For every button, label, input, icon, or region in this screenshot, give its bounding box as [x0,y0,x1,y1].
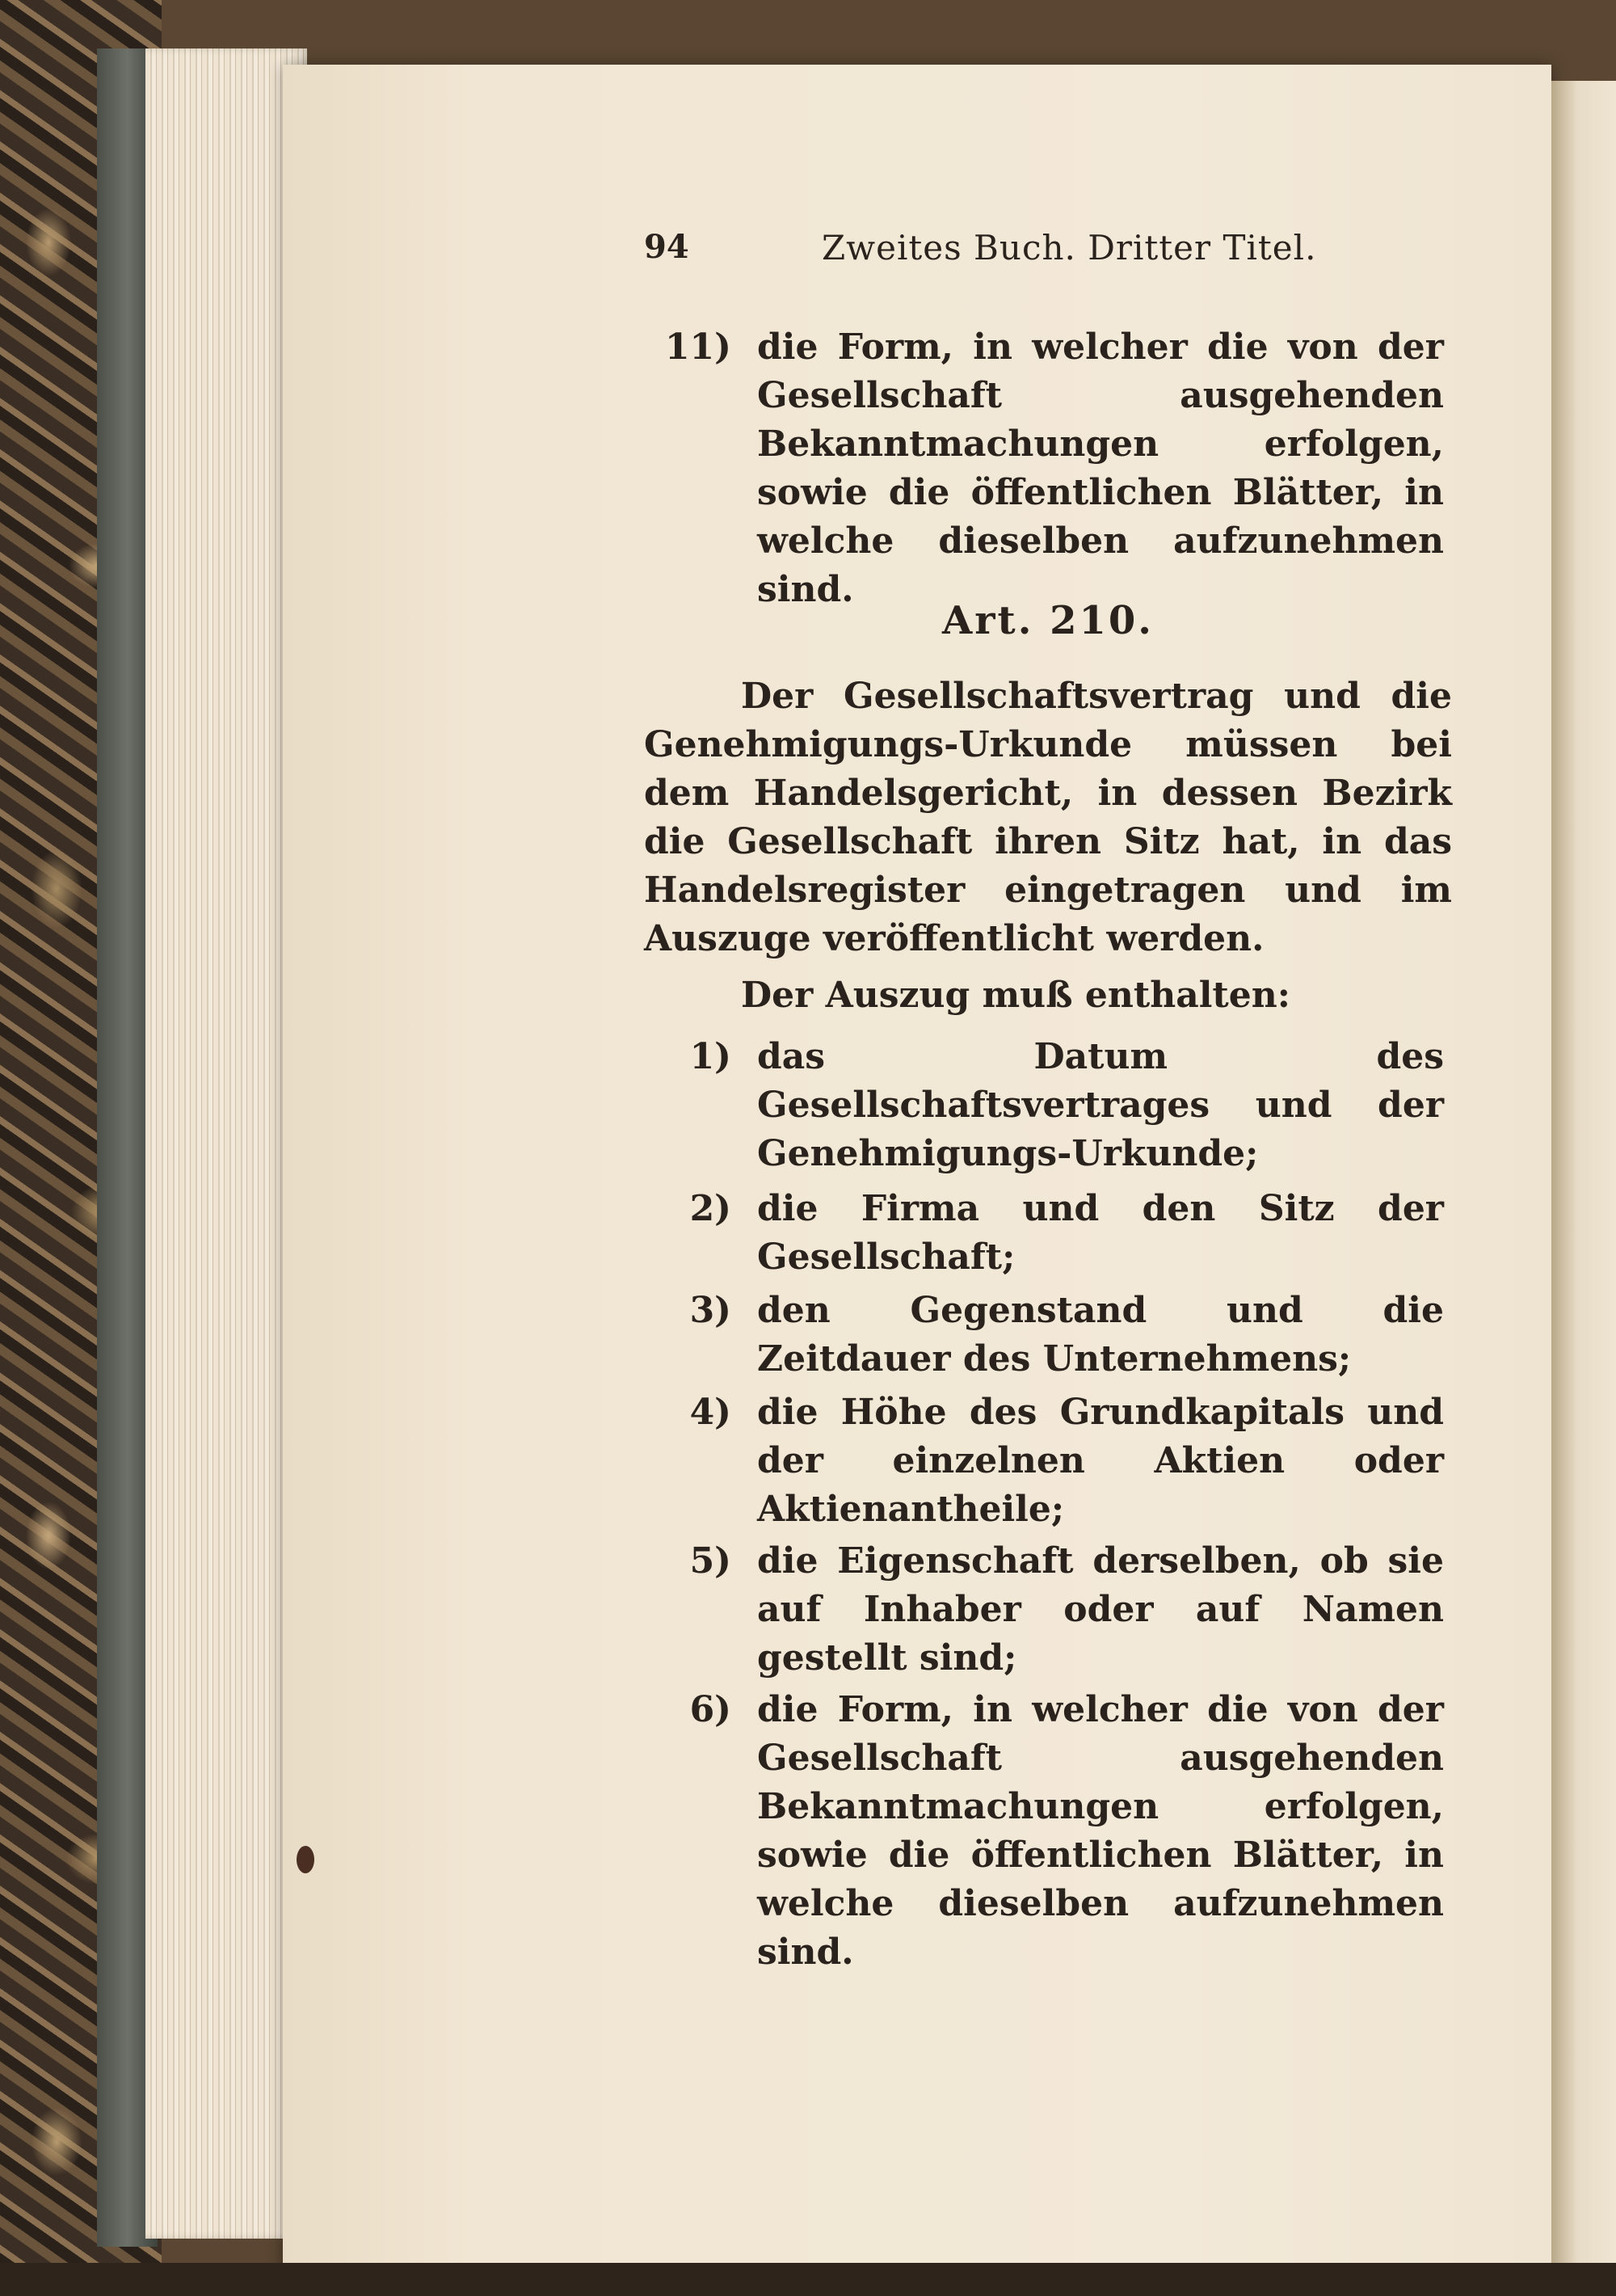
item-text: die Firma und den Sitz der Gesellschaft; [757,1188,1444,1278]
item-text: das Datum des Gesellschaftsvertrages und der Genehmigungs-Urkunde; [757,1036,1444,1174]
article-paragraph: Der Gesellschaftsvertrag und die Genehmigungs-Urkunde müssen bei dem Handelsgericht, in dessen Bezirk die Gesellschaft ihren Sitz hat, in das Handelsregister eingetragen und im Auszuge veröffentlicht werden. [644,676,1452,959]
item-text: die Eigenschaft derselben, ob sie auf Inhaber oder auf Namen gestellt sind; [757,1540,1444,1679]
item-number: 11) [664,326,731,368]
page-number: 94 [644,228,689,266]
item-text: den Gegenstand und die Zeitdauer des Unternehmens; [757,1290,1444,1380]
item-number: 5) [689,1540,731,1582]
extract-intro: Der Auszug muß enthalten: [741,975,1290,1016]
article-heading: Art. 210. [941,598,1155,643]
running-title: Zweites Buch. Dritter Titel. [822,228,1317,268]
item-text: die Form, in welcher die von der Gesellschaft ausgehenden Bekanntmachungen erfolgen, sowie die öffentlichen Blätter, in welche dieselben aufzunehmen sind. [757,326,1444,610]
item-text: die Höhe des Grundkapitals und der einzelnen Aktien oder Aktienantheile; [757,1392,1444,1530]
item-number: 1) [689,1036,731,1077]
item-number: 2) [689,1188,731,1229]
item-number: 4) [689,1392,731,1433]
item-number: 3) [689,1290,731,1331]
item-number: 6) [689,1689,731,1730]
page-header [644,228,1452,276]
item-text: die Form, in welcher die von der Gesellschaft ausgehenden Bekanntmachungen erfolgen, sowie die öffentlichen Blätter, in welche dieselben aufzunehmen sind. [757,1689,1444,1973]
